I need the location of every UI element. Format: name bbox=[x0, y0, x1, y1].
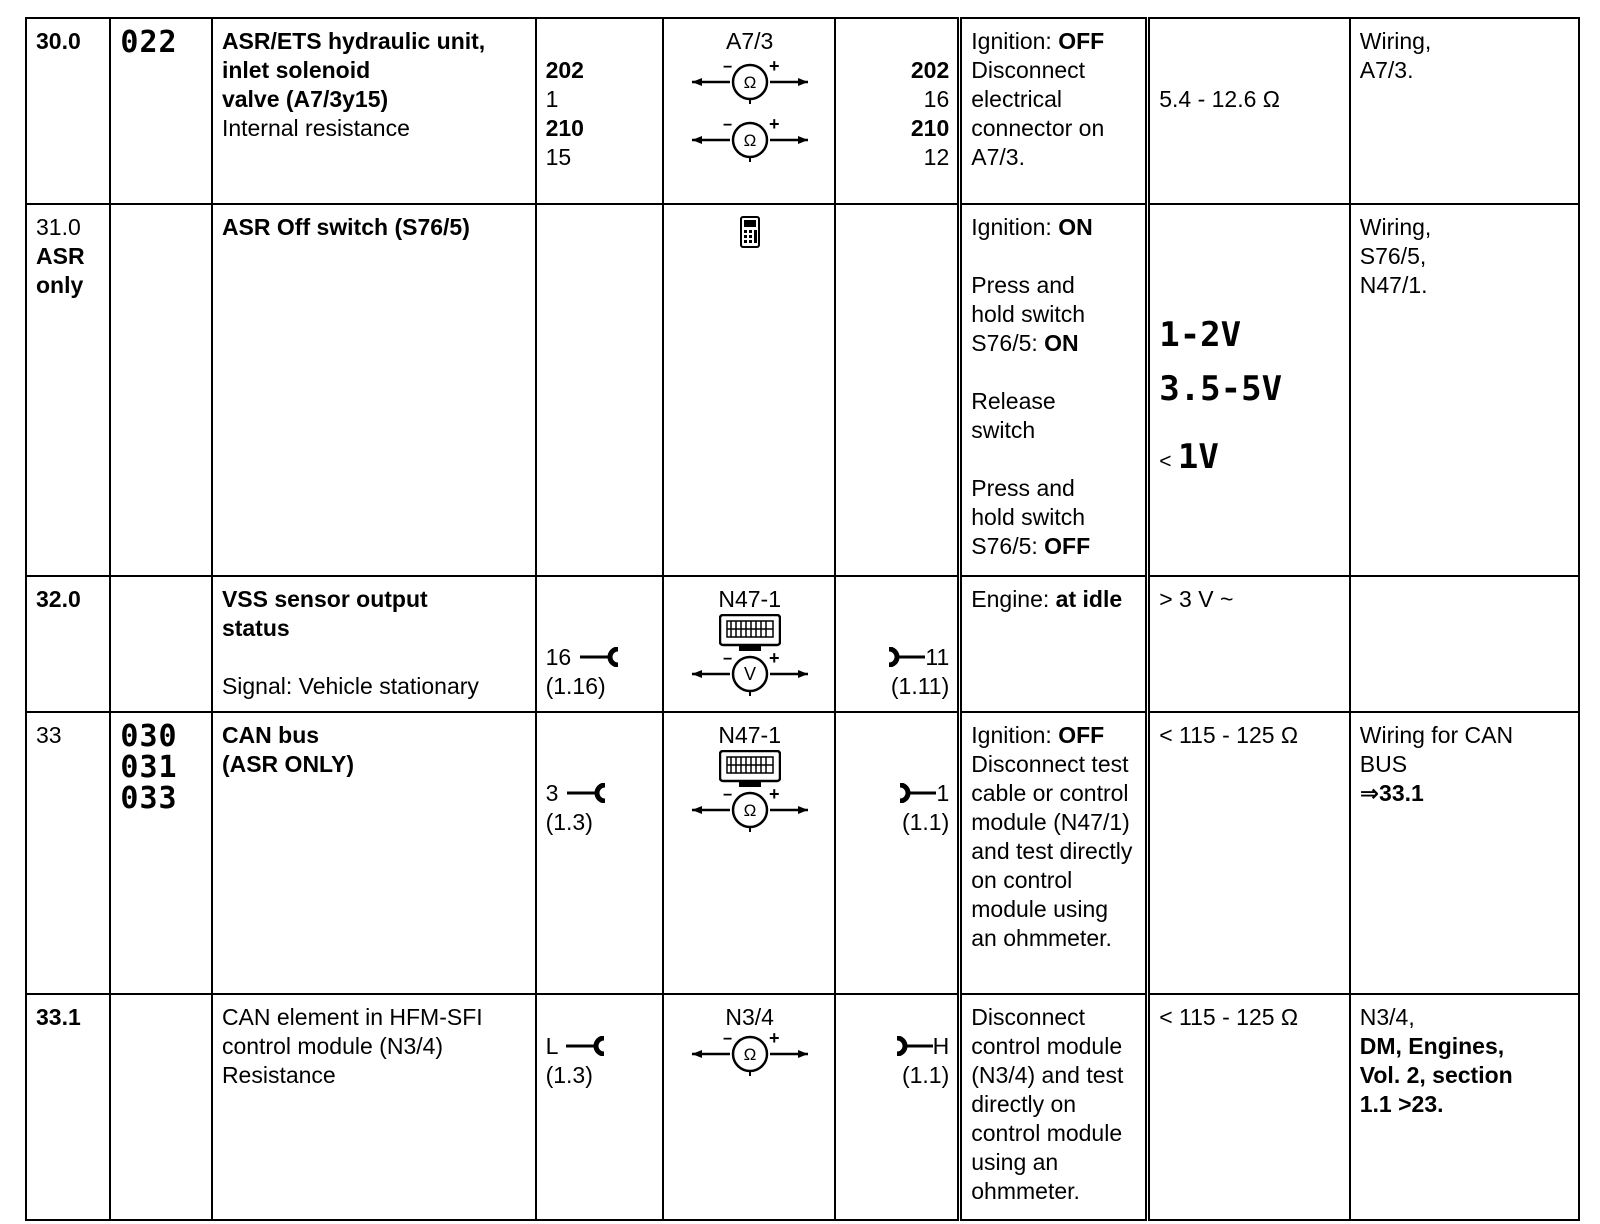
pin-label: 16 bbox=[923, 86, 950, 112]
fault-code: 031 bbox=[120, 750, 178, 785]
nominal-value-cell: 1-2V 3.5-5V < 1V bbox=[1148, 204, 1350, 576]
pin-label: 16 bbox=[545, 644, 572, 670]
pin-label: 210 bbox=[910, 115, 950, 141]
test-tool-cell bbox=[663, 712, 835, 994]
test-step-number: 32.0 bbox=[26, 576, 110, 712]
socket-probe-icon bbox=[578, 647, 622, 667]
test-step-number: 33 bbox=[26, 712, 110, 994]
tool-label: A7/3 bbox=[726, 28, 774, 54]
remedy-cell: Wiring for CAN BUS ⇒33.1 bbox=[1350, 712, 1579, 994]
remedy-cell bbox=[1350, 576, 1579, 712]
pin-label: 202 bbox=[910, 57, 950, 83]
svg-text:Ω: Ω bbox=[743, 73, 757, 92]
nominal-value: 1-2V bbox=[1159, 315, 1242, 355]
component-cell: VSS sensor output status Signal: Vehicle stationary bbox=[212, 576, 536, 712]
left-pin-cell bbox=[536, 204, 664, 576]
left-pin-cell: L (1.3) bbox=[536, 994, 664, 1220]
condition-cell: Ignition: OFF Disconnect test cable or control module (N47/1) and test directly on control module using an ohmmeter. bbox=[960, 712, 1148, 994]
right-pin-cell bbox=[835, 18, 960, 204]
test-step-number: 31.0 ASR only bbox=[26, 204, 110, 576]
pin-label: 1 bbox=[936, 780, 950, 806]
test-tool-cell bbox=[663, 994, 835, 1220]
pin-label: 1 bbox=[545, 86, 559, 112]
nominal-value: 5.4 - 12.6 Ω bbox=[1159, 86, 1280, 112]
svg-text:V: V bbox=[743, 664, 756, 684]
table-row bbox=[26, 994, 1579, 1220]
fault-code-cell bbox=[110, 994, 212, 1220]
ohm-meter-icon bbox=[690, 118, 810, 164]
fault-code: 022 bbox=[120, 25, 178, 60]
pin-label: 202 bbox=[545, 57, 584, 83]
test-tool-cell bbox=[663, 576, 835, 712]
tool-label: N47-1 bbox=[718, 586, 782, 612]
right-pin-cell bbox=[835, 204, 960, 576]
table-row bbox=[26, 204, 1579, 576]
fault-code-cell bbox=[110, 712, 212, 994]
ohm-meter-icon bbox=[690, 788, 810, 834]
nominal-value: < 115 - 125 Ω bbox=[1159, 722, 1299, 748]
left-pin-cell: 16 (1.16) bbox=[536, 576, 664, 712]
socket-probe-icon bbox=[565, 783, 609, 803]
pin-label: 11 bbox=[925, 644, 950, 670]
condition-cell: Ignition: ON Press and hold switch S76/5: ON Release switch Press and hold switch S76/5: OFF bbox=[960, 204, 1148, 576]
connector-icon bbox=[719, 750, 781, 788]
pin-label: 210 bbox=[545, 115, 584, 141]
nominal-value: < 115 - 125 Ω bbox=[1159, 1004, 1299, 1030]
test-step-number: 33.1 bbox=[26, 994, 110, 1220]
volt-meter-icon bbox=[690, 652, 810, 698]
connector-icon bbox=[719, 614, 781, 652]
pin-label: 3 bbox=[545, 780, 559, 806]
pin-label: 12 bbox=[923, 144, 950, 170]
component-cell: ASR Off switch (S76/5) bbox=[212, 204, 536, 576]
fault-code-cell bbox=[110, 576, 212, 712]
table-row bbox=[26, 576, 1579, 712]
socket-probe-icon bbox=[564, 1036, 608, 1056]
left-pin-cell bbox=[536, 18, 664, 204]
condition-cell: Engine: at idle bbox=[960, 576, 1148, 712]
remedy-cell: N3/4, DM, Engines, Vol. 2, section 1.1 >23. bbox=[1350, 994, 1579, 1220]
fault-code-cell bbox=[110, 204, 212, 576]
diagnostic-test-table bbox=[25, 17, 1580, 1221]
plug-probe-icon bbox=[893, 1036, 933, 1056]
nominal-value-cell bbox=[1148, 994, 1350, 1220]
pin-label: 15 bbox=[545, 144, 572, 170]
nominal-value: 1V bbox=[1177, 437, 1219, 477]
fault-code: 030 bbox=[120, 719, 178, 754]
test-tool-cell bbox=[663, 18, 835, 204]
right-pin-cell: 11 (1.11) bbox=[835, 576, 960, 712]
ohm-meter-icon bbox=[690, 1032, 810, 1078]
test-tool-cell bbox=[663, 204, 835, 576]
remedy-cell: Wiring, A7/3. bbox=[1350, 18, 1579, 204]
tool-label: N47-1 bbox=[718, 722, 782, 748]
pin-label: L bbox=[545, 1033, 558, 1059]
component-cell: CAN element in HFM-SFI control module (N3/4) Resistance bbox=[212, 994, 536, 1220]
fault-code: 033 bbox=[120, 781, 178, 816]
svg-text:Ω: Ω bbox=[743, 801, 757, 820]
left-pin-cell: 3 (1.3) bbox=[536, 712, 664, 994]
right-pin-cell: 1 (1.1) bbox=[835, 712, 960, 994]
nominal-value: > 3 V ~ bbox=[1159, 586, 1234, 612]
fault-code-cell bbox=[110, 18, 212, 204]
table-row bbox=[26, 18, 1579, 204]
pin-label: H bbox=[932, 1033, 950, 1059]
plug-probe-icon bbox=[896, 783, 936, 803]
svg-text:Ω: Ω bbox=[743, 1045, 757, 1064]
test-step-number: 30.0 bbox=[26, 18, 110, 204]
condition-cell: Ignition: OFF Disconnect electrical connector on A7/3. bbox=[960, 18, 1148, 204]
cross-reference-link: ⇒33.1 bbox=[1359, 780, 1424, 806]
tool-label: N3/4 bbox=[725, 1004, 774, 1030]
svg-text:Ω: Ω bbox=[743, 131, 757, 150]
remedy-cell: Wiring, S76/5, N47/1. bbox=[1350, 204, 1579, 576]
nominal-value-cell bbox=[1148, 576, 1350, 712]
right-pin-cell: H (1.1) bbox=[835, 994, 960, 1220]
condition-cell: Disconnect control module (N3/4) and test directly on control module using an ohmmeter. bbox=[960, 994, 1148, 1220]
multimeter-icon bbox=[739, 215, 761, 249]
table-row bbox=[26, 712, 1579, 994]
nominal-value-cell bbox=[1148, 712, 1350, 994]
nominal-value: 3.5-5V bbox=[1159, 369, 1283, 409]
ohm-meter-icon bbox=[690, 60, 810, 106]
component-cell: CAN bus (ASR ONLY) bbox=[212, 712, 536, 994]
component-cell: ASR/ETS hydraulic unit, inlet solenoid valve (A7/3y15) Internal resistance bbox=[212, 18, 536, 204]
plug-probe-icon bbox=[885, 647, 925, 667]
nominal-value-cell bbox=[1148, 18, 1350, 204]
